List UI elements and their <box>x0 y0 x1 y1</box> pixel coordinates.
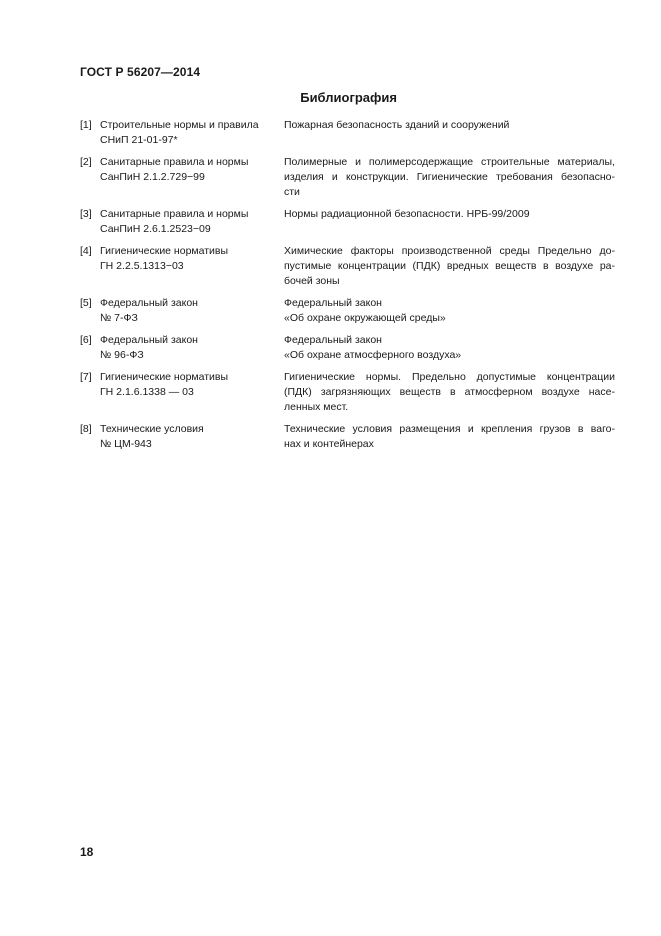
entry-source-line: Технические условия <box>100 423 204 435</box>
entry-title <box>284 370 615 415</box>
entry-title-line: Пожарная безопасность зданий и сооружений <box>284 119 510 131</box>
entry-source-line: Санитарные правила и нормы <box>100 156 249 168</box>
document-header: ГОСТ Р 56207—2014 <box>80 65 201 79</box>
entry-title <box>284 244 615 289</box>
entry-source-line: Гигиенические нормативы <box>100 245 229 257</box>
page-number: 18 <box>80 845 94 859</box>
entry-title-line: пустимые концентрации (ПДК) вредных веществ в воздухе ра- <box>284 260 615 272</box>
entry-source <box>100 207 284 237</box>
entry-source-line: № 96-ФЗ <box>100 349 144 361</box>
entry-number: [3] <box>80 208 92 220</box>
entry-source-line: ГН 2.1.6.1338 — 03 <box>100 386 194 398</box>
entry-title-line: Нормы радиационной безопасности. НРБ-99/2009 <box>284 208 530 220</box>
bibliography-entry <box>80 296 615 326</box>
entry-title-line: изделия и конструкции. Гигиенические требования безопасно- <box>284 171 615 183</box>
bibliography-entry <box>80 155 615 200</box>
entry-title-line: бочей зоны <box>284 275 340 287</box>
entry-source <box>100 370 284 415</box>
bibliography-entry <box>80 244 615 289</box>
entry-title <box>284 422 615 452</box>
entry-title <box>284 296 615 326</box>
bibliography-list <box>80 118 615 459</box>
entry-number: [2] <box>80 156 92 168</box>
bibliography-entry <box>80 370 615 415</box>
entry-title-line: (ПДК) загрязняющих веществ в атмосферном воздухе насе- <box>284 386 615 398</box>
entry-source <box>100 333 284 363</box>
entry-title <box>284 333 615 363</box>
entry-title-line: ленных мест. <box>284 401 349 413</box>
entry-source-line: СанПиН 2.1.2.729−99 <box>100 171 205 183</box>
entry-source <box>100 244 284 289</box>
entry-source-line: № 7-ФЗ <box>100 312 138 324</box>
entry-source-line: Санитарные правила и нормы <box>100 208 249 220</box>
entry-source-line: № ЦМ-943 <box>100 438 152 450</box>
entry-number: [6] <box>80 334 92 346</box>
entry-title-line: сти <box>284 186 300 198</box>
bibliography-entry <box>80 118 615 148</box>
entry-source-line: Федеральный закон <box>100 334 198 346</box>
entry-title-line: Технические условия размещения и крепления грузов в ваго- <box>284 423 615 435</box>
entry-source-line: Строительные нормы и правила <box>100 119 259 131</box>
entry-source-line: СанПиН 2.6.1.2523−09 <box>100 223 211 235</box>
entry-title-line: Гигиенические нормы. Предельно допустимые концентрации <box>284 371 615 383</box>
entry-title-line: Федеральный закон <box>284 334 382 346</box>
bibliography-entry <box>80 422 615 452</box>
entry-source-line: Федеральный закон <box>100 297 198 309</box>
entry-source-line: Гигиенические нормативы <box>100 371 229 383</box>
entry-title-line: Химические факторы производственной среды Предельно до- <box>284 245 615 257</box>
entry-title <box>284 118 615 148</box>
entry-title-line: нах и контейнерах <box>284 438 374 450</box>
entry-title-line: «Об охране атмосферного воздуха» <box>284 349 462 361</box>
entry-title <box>284 155 615 200</box>
entry-number: [5] <box>80 297 92 309</box>
entry-number: [4] <box>80 245 92 257</box>
entry-source <box>100 296 284 326</box>
entry-title-line: Федеральный закон <box>284 297 382 309</box>
section-title: Библиография <box>300 90 397 105</box>
bibliography-entry <box>80 333 615 363</box>
entry-title-line: Полимерные и полимерсодержащие строительные материалы, <box>284 156 615 168</box>
entry-number: [7] <box>80 371 92 383</box>
bibliography-entry <box>80 207 615 237</box>
entry-source-line: СНиП 21-01-97* <box>100 134 178 146</box>
entry-source <box>100 422 284 452</box>
entry-source <box>100 155 284 200</box>
entry-number: [8] <box>80 423 92 435</box>
entry-source-line: ГН 2.2.5.1313−03 <box>100 260 184 272</box>
entry-number: [1] <box>80 119 92 131</box>
entry-title <box>284 207 615 237</box>
entry-source <box>100 118 284 148</box>
entry-title-line: «Об охране окружающей среды» <box>284 312 446 324</box>
